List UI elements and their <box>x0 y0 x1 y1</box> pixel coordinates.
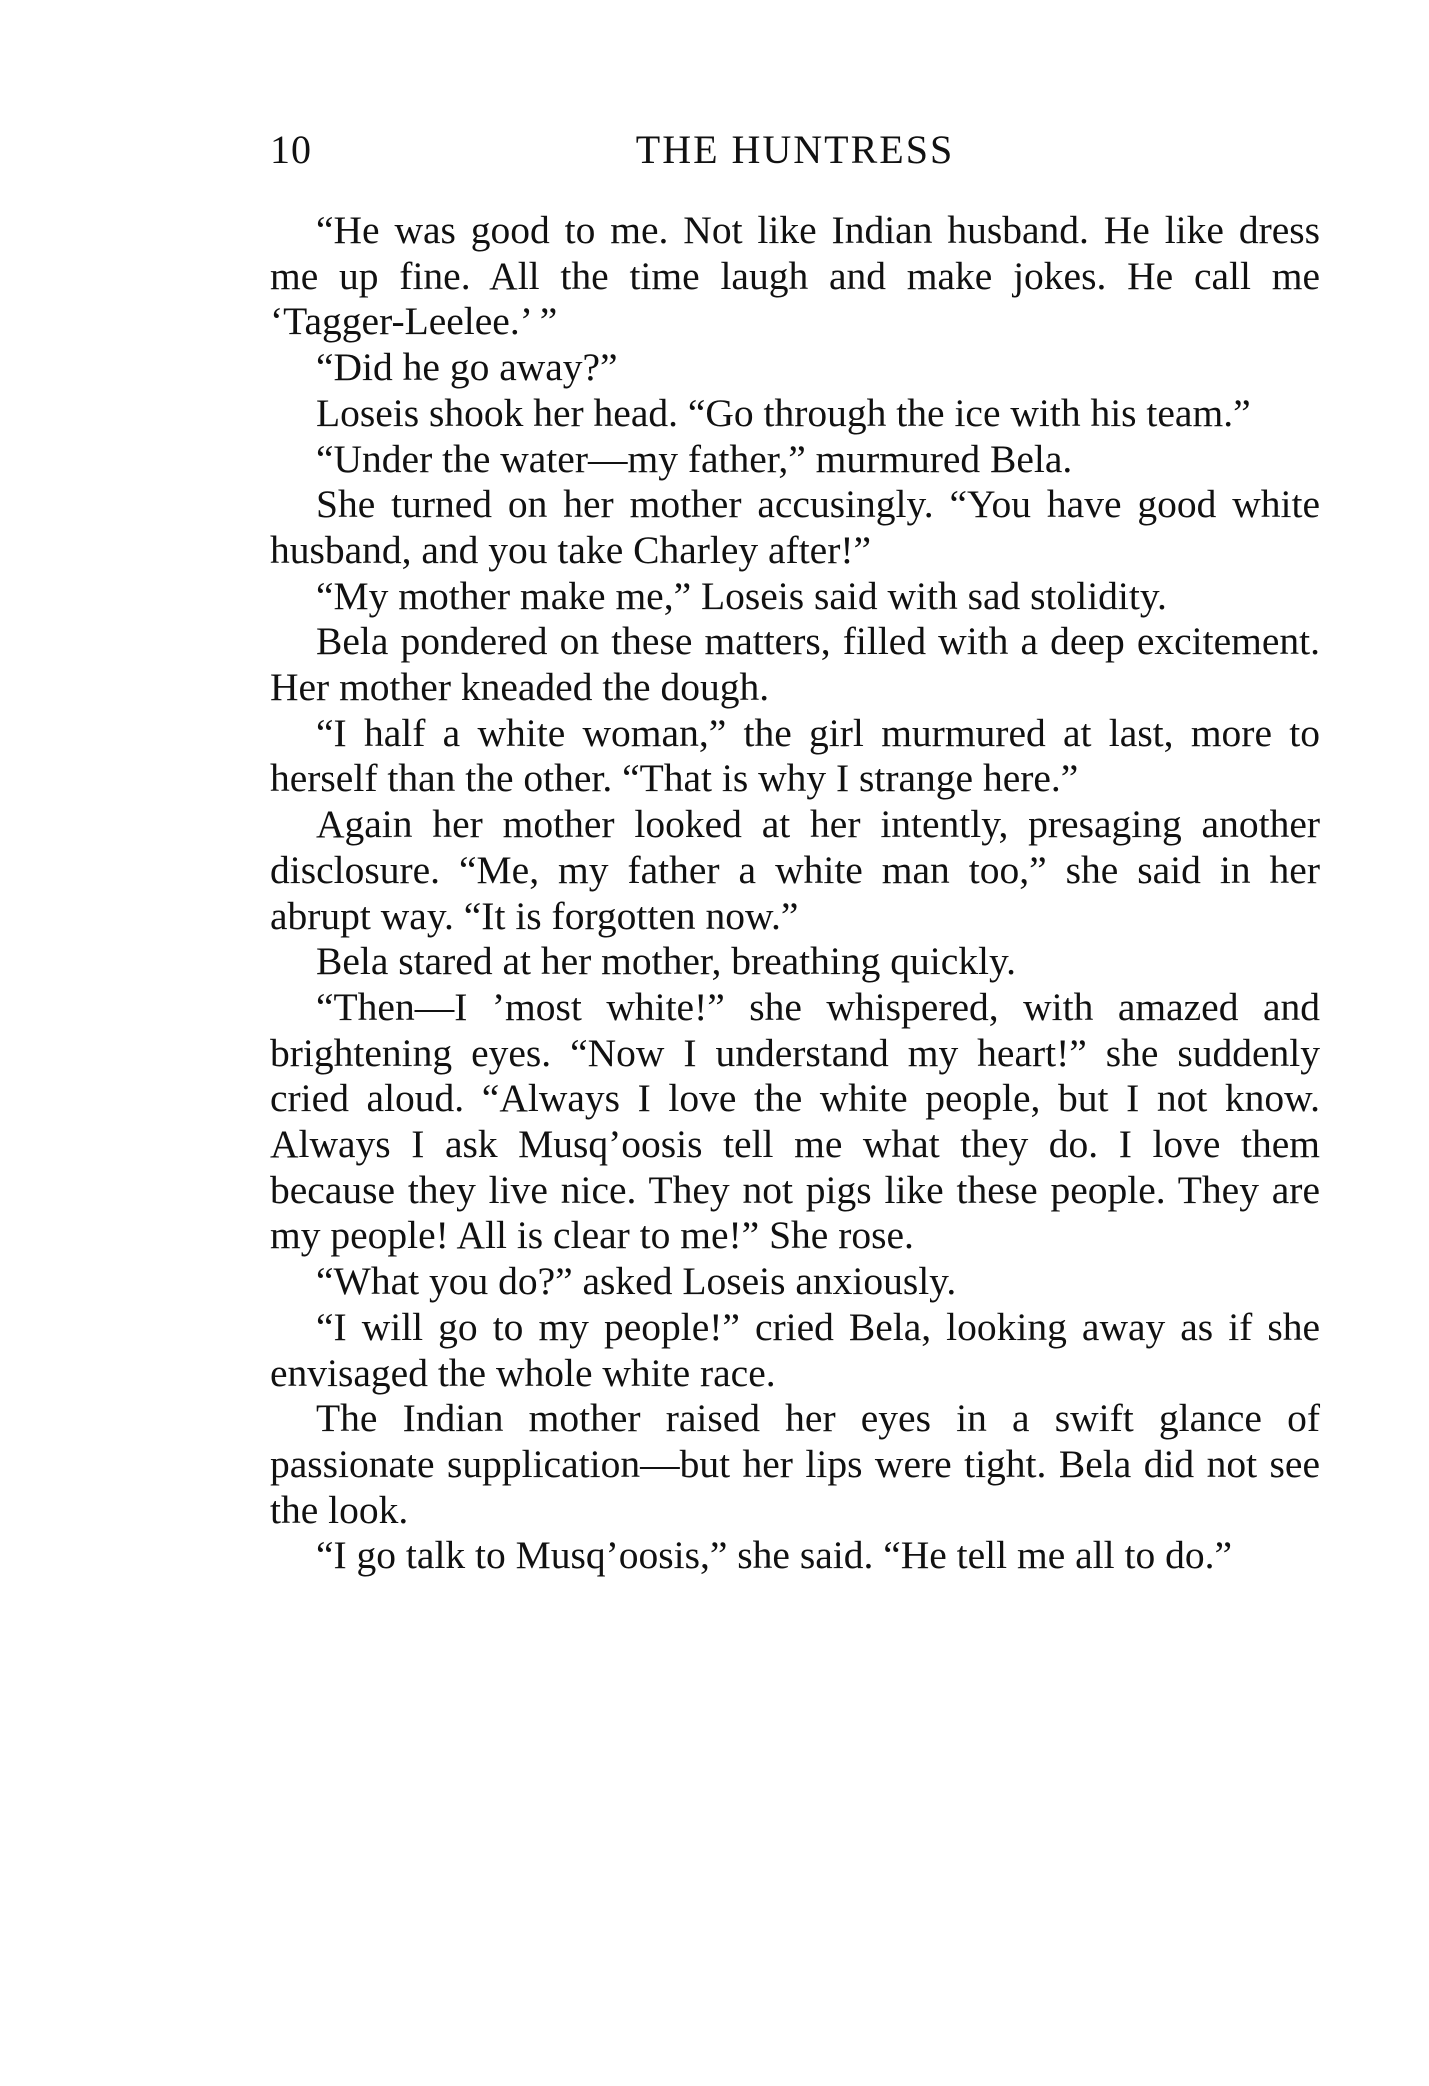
paragraph: She turned on her mother accusingly. “You have good white husband, and you take Charley after!” <box>270 482 1320 572</box>
running-title: THE HUNTRESS <box>635 127 955 172</box>
page-number: 10 <box>270 127 312 172</box>
paragraph: “Under the water—my father,” murmured Bela. <box>316 436 1073 481</box>
paragraph: “I will go to my people!” cried Bela, looking away as if she envisaged the whole white race. <box>270 1304 1320 1395</box>
paragraph: “I go talk to Musq’oosis,” she said. “He tell me all to do.” <box>316 1533 1232 1578</box>
paragraph: “Then—I ’most white!” she whispered, with amazed and brightening eyes. “Now I understand my heart!” she suddenly cried aloud. “Always I love the white people, but I not know. Always I ask Musq’oosis tell me what they do. I love them because they live nice. They not pigs like these people. They are my people! All is clear to me!” She rose. <box>270 984 1320 1258</box>
paragraph: Bela pondered on these matters, filled with a deep excitement. Her mother kneaded the dough. <box>270 619 1320 710</box>
paragraph: “He was good to me. Not like Indian husband. He like dress me up fine. All the time laugh and make jokes. He call me ‘Tagger-Leelee.’ ” <box>270 208 1320 344</box>
page-header <box>270 120 1320 180</box>
paragraph: Loseis shook her head. “Go through the ice with his team.” <box>316 390 1251 435</box>
paragraph: Bela stared at her mother, breathing quickly. <box>316 939 1017 984</box>
paragraph: “Did he go away?” <box>316 345 618 390</box>
paragraph: “My mother make me,” Loseis said with sad stolidity. <box>316 573 1167 618</box>
paragraph: The Indian mother raised her eyes in a swift glance of passionate supplication—but her lips were tight. Bela did not see the look. <box>270 1396 1320 1532</box>
body-text <box>270 208 1320 1579</box>
paragraph: “What you do?” asked Loseis anxiously. <box>316 1259 957 1304</box>
paragraph: Again her mother looked at her intently, presaging another disclosure. “Me, my father a white man too,” she said in her abrupt way. “It is forgotten now.” <box>270 802 1320 938</box>
paragraph: “I half a white woman,” the girl murmured at last, more to herself than the other. “That is why I strange here.” <box>270 710 1320 801</box>
